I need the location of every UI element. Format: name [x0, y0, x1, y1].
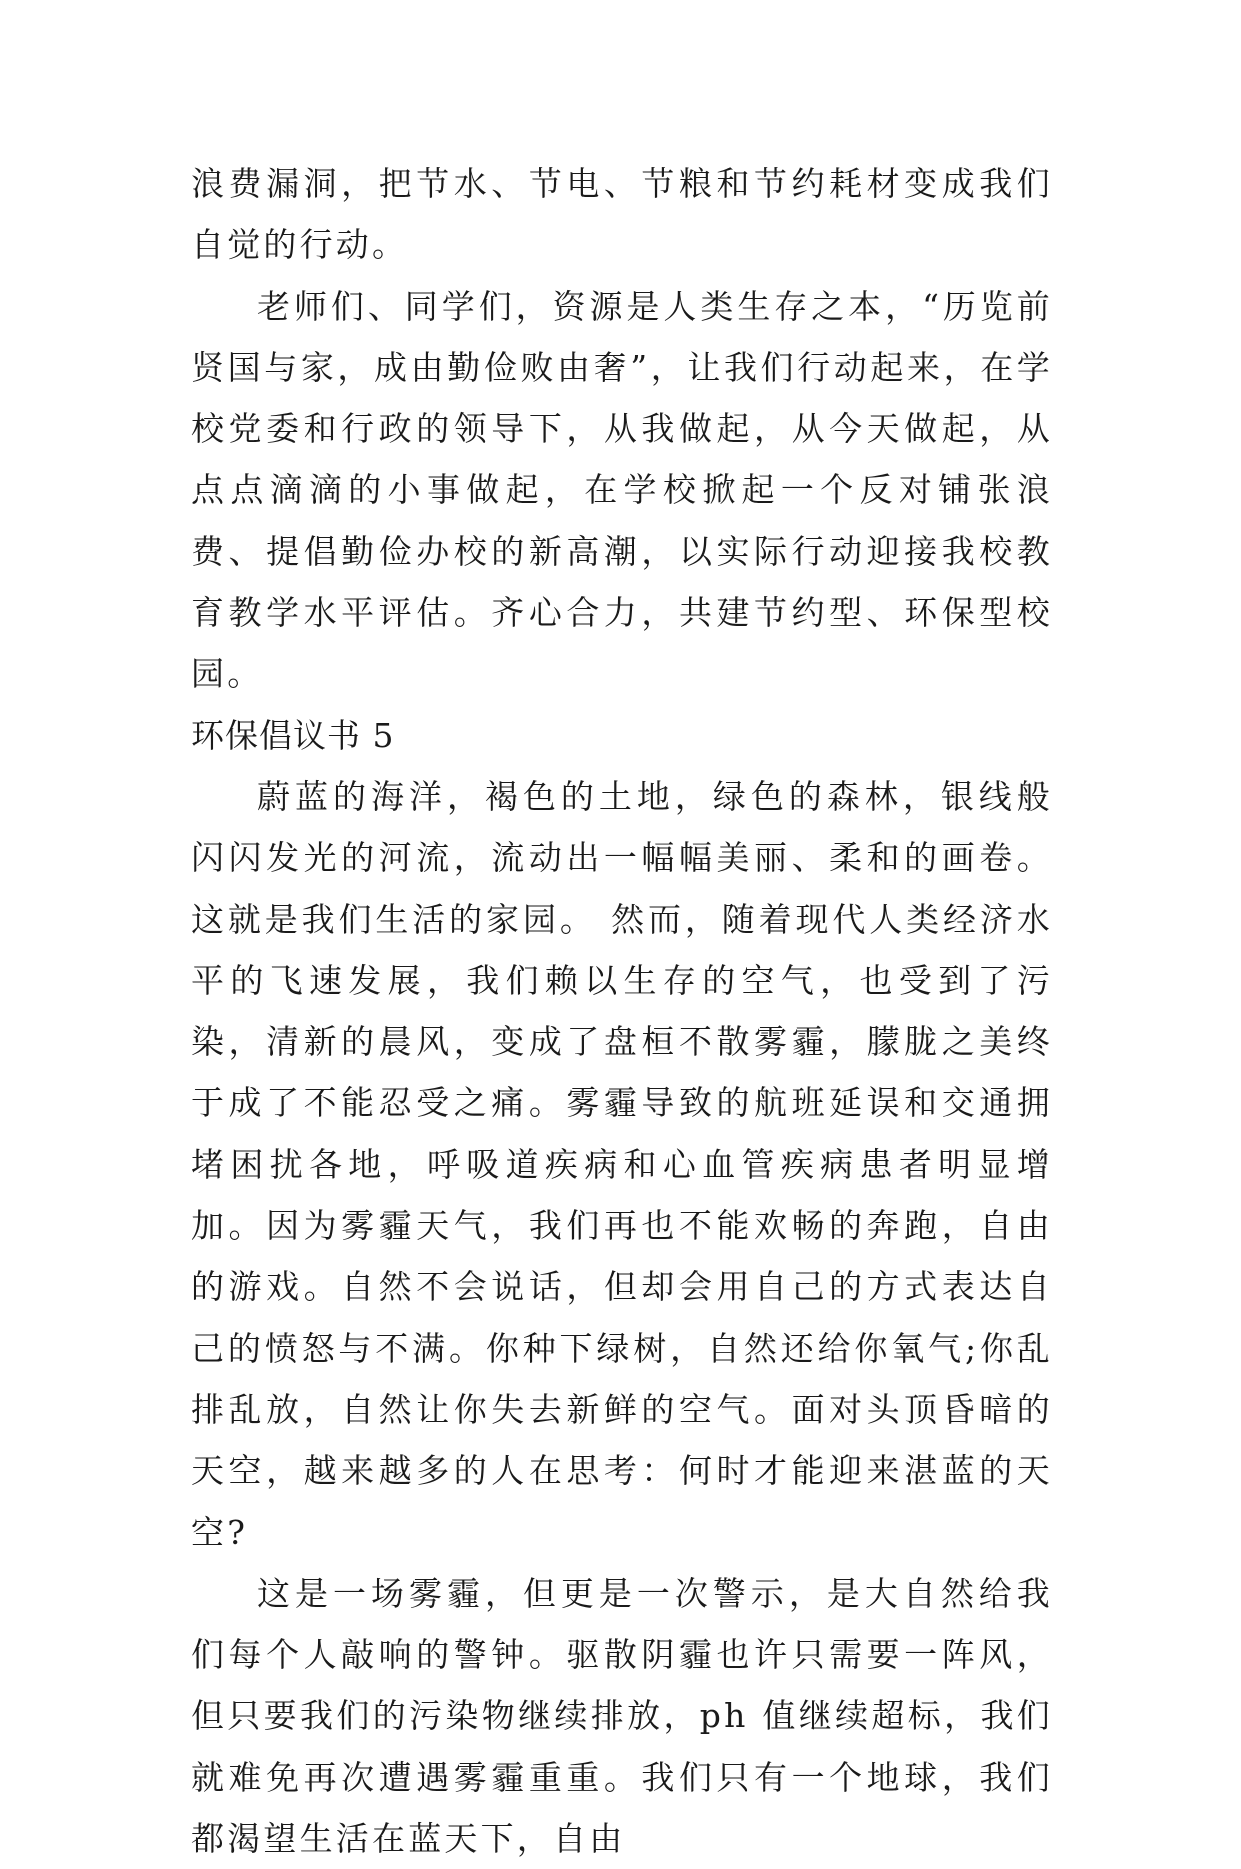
paragraph-blue-ocean: 蔚蓝的海洋，褐色的土地，绿色的森林，银线般闪闪发光的河流，流动出一幅幅美丽、柔和的画卷。这就是我们生活的家园。 然而，随着现代人类经济水平的飞速发展，我们赖以生存的空气，也受到了污染，清新的晨风，变成了盘桓不散雾霾，朦胧之美终于成了不能忍受之痛。雾霾导致的航班延误和交通拥堵困扰各地，呼吸道疾病和心血管疾病患者明显增加。因为雾霾天气，我们再也不能欢畅的奔跑，自由的游戏。自然不会说话，但却会用自己的方式表达自己的愤怒与不满。你种下绿树，自然还给你氧气;你乱排乱放，自然让你失去新鲜的空气。面对头顶昏暗的天空，越来越多的人在思考：何时才能迎来湛蓝的天空? — [191, 776, 1053, 1552]
paragraph-smog-warning: 这是一场雾霾，但更是一次警示，是大自然给我们每个人敲响的警钟。驱散阴霾也许只需要一阵风，但只要我们的污染物继续排放，ph 值继续超标，我们就难免再次遭遇雾霾重重。我们只有一个地球，我们都渴望生活在蓝天下，自由 — [191, 1573, 1053, 1859]
section-heading: 环保倡议书 5 — [191, 715, 395, 755]
document-body — [191, 153, 1053, 1869]
paragraph-resource-appeal: 老师们、同学们，资源是人类生存之本，“历览前贤国与家，成由勤俭败由奢”，让我们行动起来，在学校党委和行政的领导下，从我做起，从今天做起，从点点滴滴的小事做起，在学校掀起一个反对铺张浪费、提倡勤俭办校的新高潮，以实际行动迎接我校教育教学水平评估。齐心合力，共建节约型、环保型校园。 — [191, 286, 1053, 694]
paragraph-continuation: 浪费漏洞，把节水、节电、节粮和节约耗材变成我们自觉的行动。 — [191, 164, 1053, 265]
